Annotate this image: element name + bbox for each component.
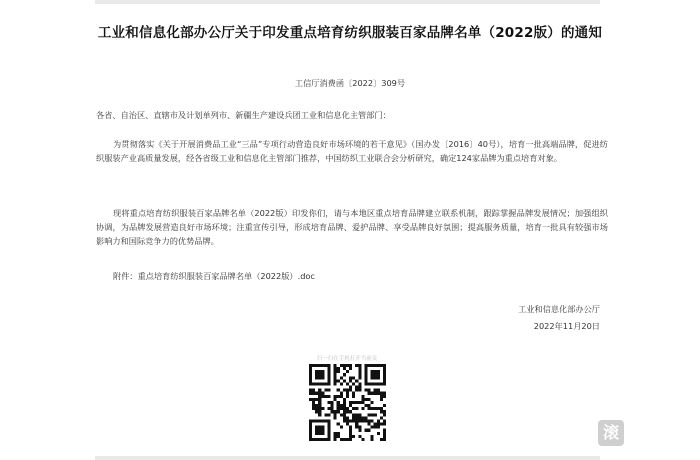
document-number: 工信厅消费函〔2022〕309号 <box>294 78 406 88</box>
body-paragraph-2: 现将重点培育纺织服装百家品牌名单（2022版）印发你们，请与本地区重点培育品牌建立联系机制，跟踪掌握品牌发展情况；加强组织协调，为品牌发展营造良好市场环境；注重宣传引导，形成培育品牌、爱护品牌、享受品牌良好氛围；提高服务质量，培育一批具有较强市场影响力和国际竞争力的优势品牌。 <box>96 208 608 246</box>
top-divider <box>95 0 600 4</box>
qr-caption: 扫一扫在手机打开当前页 <box>316 356 378 362</box>
qr-code <box>309 364 386 441</box>
attachment-label: 附件： <box>113 271 138 281</box>
attachment-link[interactable]: 重点培育纺织服装百家品牌名单（2022版）.doc <box>137 271 315 281</box>
issue-date: 2022年11月20日 <box>533 321 600 331</box>
attachment-line <box>113 271 315 282</box>
document-title: 工业和信息化部办公厅关于印发重点培育纺织服装百家品牌名单（2022版）的通知 <box>97 25 603 41</box>
site-logo-icon[interactable]: 滚 <box>598 420 624 446</box>
body-paragraph-1: 为贯彻落实《关于开展消费品工业“三品”专项行动营造良好市场环境的若干意见》（国办发〔2016〕40号），培育一批高端品牌，促进纺织服装产业高质量发展，经各省级工业和信息化主管部门推荐，中国纺织工业联合会分析研究，确定124家品牌为重点培育对象。 <box>96 139 608 163</box>
bottom-divider <box>95 456 600 460</box>
signature: 工业和信息化部办公厅 <box>518 304 600 314</box>
addressee: 各省、自治区、直辖市及计划单列市、新疆生产建设兵团工业和信息化主管部门： <box>96 110 391 120</box>
